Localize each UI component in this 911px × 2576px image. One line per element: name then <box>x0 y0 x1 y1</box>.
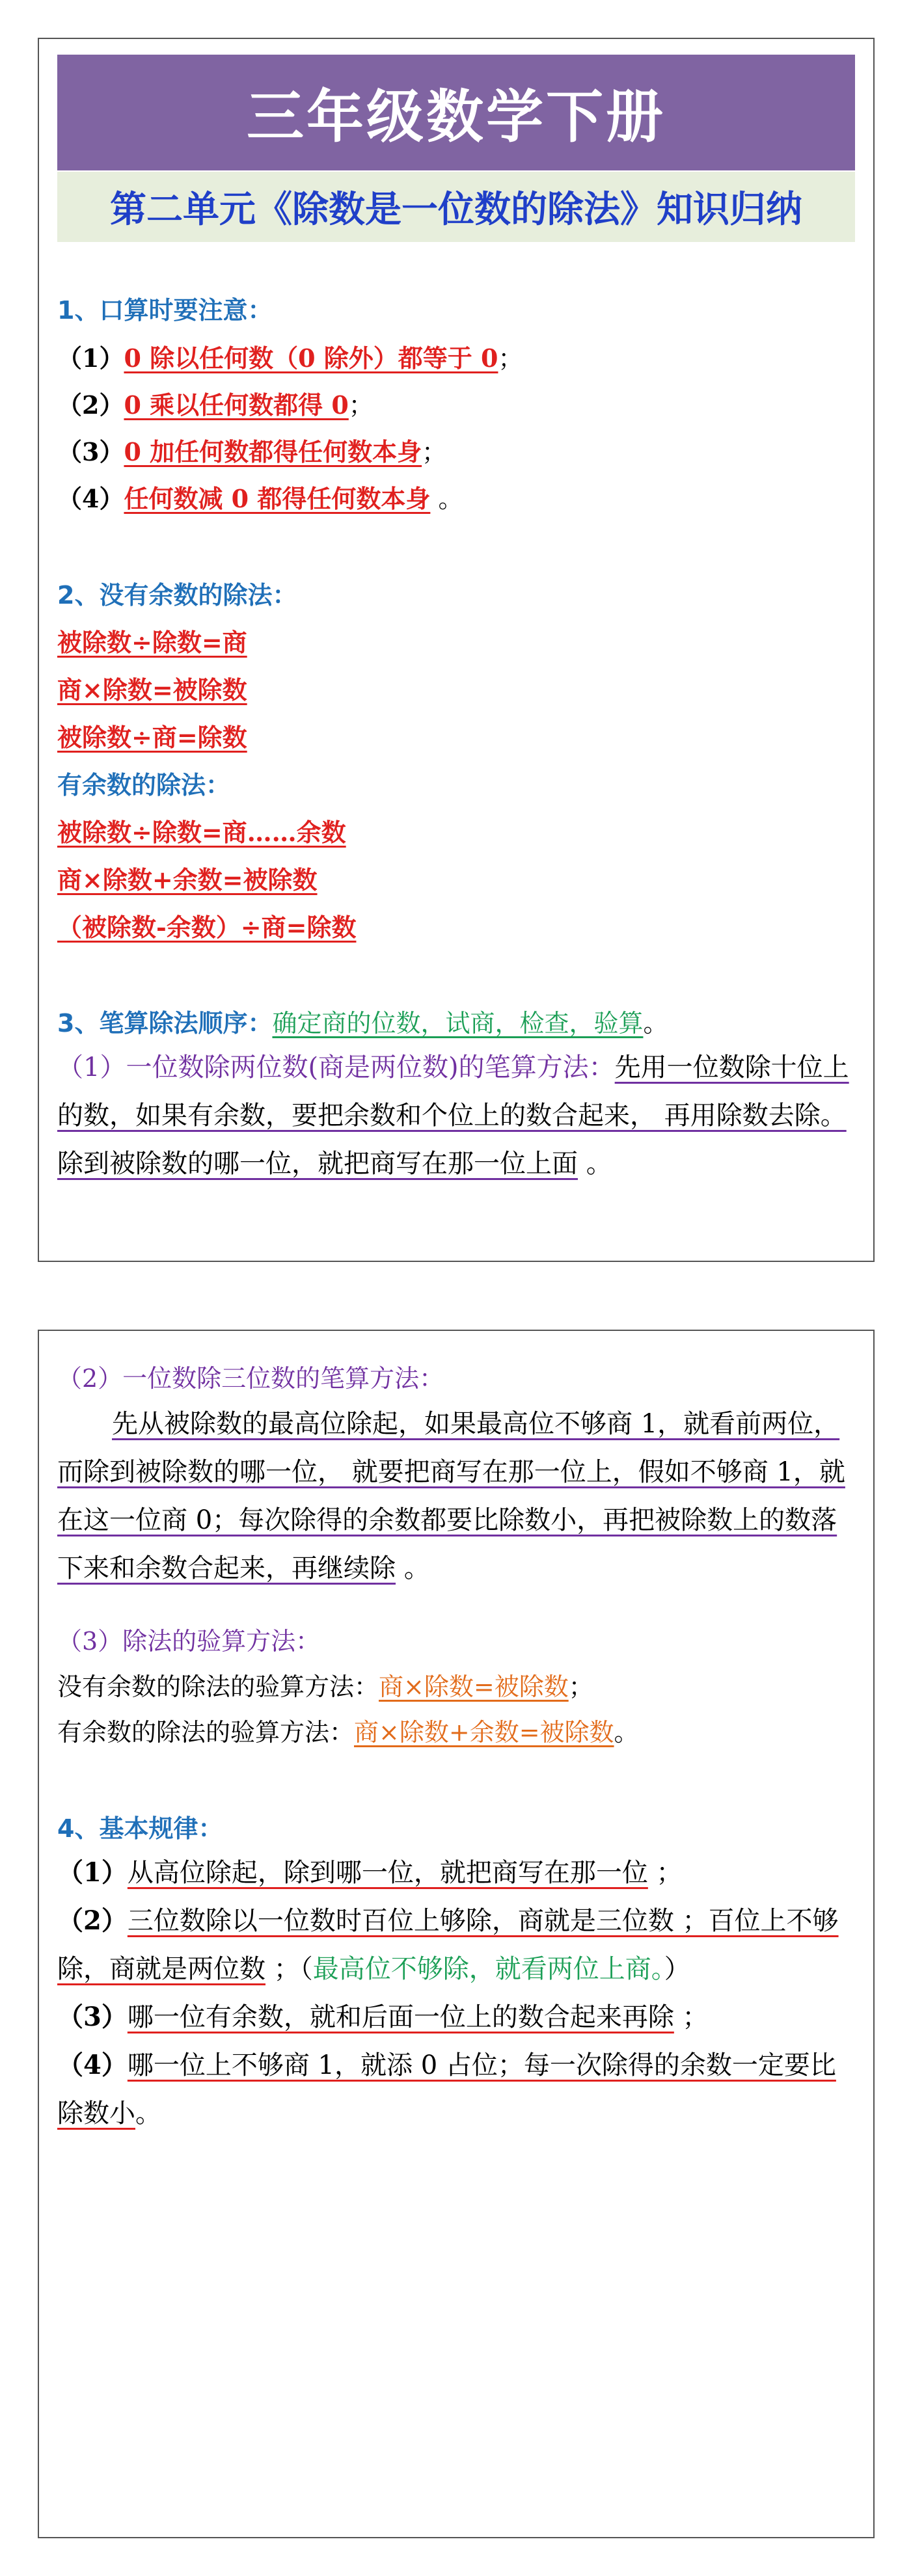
formula-5 <box>57 864 318 896</box>
check-with-remainder <box>57 1716 639 1749</box>
rule-end: ） <box>664 1954 690 1984</box>
check-formula: 商×除数=被除数 <box>379 1672 569 1701</box>
division-order: 确定商的位数，试商，检查，验算 <box>272 1009 644 1038</box>
formula-3 <box>57 721 247 754</box>
s1-item-1 <box>57 342 523 375</box>
formula-4 <box>57 816 346 849</box>
formula-text: 被除数÷除数=商……余数 <box>57 818 346 847</box>
rule-text: 三位数除以一位数时百位上够除，商就是三位数 ；百位上不够除，商就是两位数 <box>57 1906 839 1984</box>
rule-text: 哪一位有余数，就和后面一位上的数合起来再除 <box>127 2002 674 2032</box>
item-text: 0 加任何数都得任何数本身 <box>124 437 422 466</box>
check-end: 。 <box>614 1718 639 1747</box>
paragraph-label: （1）一位数除两位数(商是两位数)的笔算方法： <box>57 1053 615 1082</box>
rule-end: 。 <box>135 2099 161 2128</box>
check-no-remainder <box>57 1670 593 1703</box>
item-text: 任何数减 0 都得任何数本身 <box>124 484 431 513</box>
item-number: （1） <box>57 343 124 373</box>
rule-1 <box>57 1849 851 1897</box>
rule-number: （2） <box>57 1905 128 1936</box>
rule-4 <box>57 2041 851 2138</box>
formula-text: 商×除数=被除数 <box>57 675 247 704</box>
item-end: ； <box>422 438 447 466</box>
section-heading: 3、笔算除法顺序： <box>57 1009 273 1038</box>
check-end: ； <box>568 1672 593 1701</box>
formula-text: （被除数-余数）÷商=除数 <box>57 913 357 942</box>
rule-text: 从高位除起，除到哪一位，就把商写在那一位 <box>127 1858 648 1888</box>
page-2 <box>38 1330 875 2538</box>
page-title: 三年级数学下册 <box>57 55 855 170</box>
page-1 <box>38 38 875 1262</box>
rule-end: ； <box>647 1858 683 1888</box>
rule-text: 哪一位上不够商 1，就添 0 占位；每一次除得的余数一定要比除数小 <box>57 2050 836 2128</box>
rule-2 <box>57 1897 851 1993</box>
s1-item-3 <box>57 436 446 468</box>
check-label: 没有余数的除法的验算方法： <box>57 1672 379 1701</box>
formula-text: 商×除数+余数=被除数 <box>57 865 318 894</box>
section-4-heading: 4、基本规律： <box>57 1814 223 1843</box>
item-end: ； <box>348 391 374 420</box>
item-text: 0 乘以任何数都得 0 <box>124 390 349 420</box>
item-end: 。 <box>430 485 463 513</box>
formula-text: 被除数÷除数=商 <box>57 628 247 657</box>
s3-paragraph-1 <box>57 1043 851 1188</box>
paragraph-end: 。 <box>578 1149 612 1179</box>
formula-text: 被除数÷商=除数 <box>57 723 247 752</box>
section-1-heading: 1、口算时要注意： <box>57 296 273 325</box>
rule-number: （1） <box>57 1857 128 1888</box>
item-number: （2） <box>57 390 124 420</box>
formula-1 <box>57 626 247 659</box>
paragraph-end: 。 <box>396 1553 430 1583</box>
rule-end: ； <box>673 2002 709 2032</box>
item-end: ； <box>498 344 523 373</box>
item-number: （4） <box>57 484 124 513</box>
s1-item-2 <box>57 389 374 422</box>
p3-label: （3）除法的验算方法： <box>57 1627 321 1656</box>
check-formula: 商×除数+余数=被除数 <box>354 1718 614 1747</box>
rule-3 <box>57 1993 851 2041</box>
rule-number: （4） <box>57 2050 128 2080</box>
page-subtitle: 第二单元《除数是一位数的除法》知识归纳 <box>57 172 855 242</box>
p2-paragraph <box>57 1400 851 1592</box>
paragraph-text: 先用一位数除十位上的数，如果有余数，要把余数和个位上的数合起来， 再用除数去除。除到被除数的哪一位，就把商写在那一位上面 <box>57 1053 849 1179</box>
formula-6 <box>57 911 356 944</box>
check-label: 有余数的除法的验算方法： <box>57 1718 355 1747</box>
item-number: （3） <box>57 437 124 466</box>
section-3-heading <box>57 1007 668 1040</box>
formula-2 <box>57 674 247 706</box>
rule-number: （3） <box>57 2002 128 2032</box>
section-2-subheading: 有余数的除法： <box>57 771 231 799</box>
rule-mid: ；（ <box>265 1954 313 1984</box>
p2-label: （2）一位数除三位数的笔算方法： <box>57 1364 444 1393</box>
order-end: 。 <box>643 1009 668 1038</box>
item-text: 0 除以任何数（0 除外）都等于 0 <box>124 343 498 373</box>
paragraph-text: 先从被除数的最高位除起，如果最高位不够商 1，就看前两位，而除到被除数的哪一位， 就要把商写在那一位上，假如不够商 1，就在这一位商 0；每次除得的余数都要比除数小，再把被除数上的数落下来和余数合起来，再继续除 <box>57 1409 845 1583</box>
section-2-heading: 2、没有余数的除法： <box>57 581 297 610</box>
rule-note: 最高位不够除，就看两位上商。 <box>312 1954 664 1984</box>
s1-item-4 <box>57 483 463 515</box>
